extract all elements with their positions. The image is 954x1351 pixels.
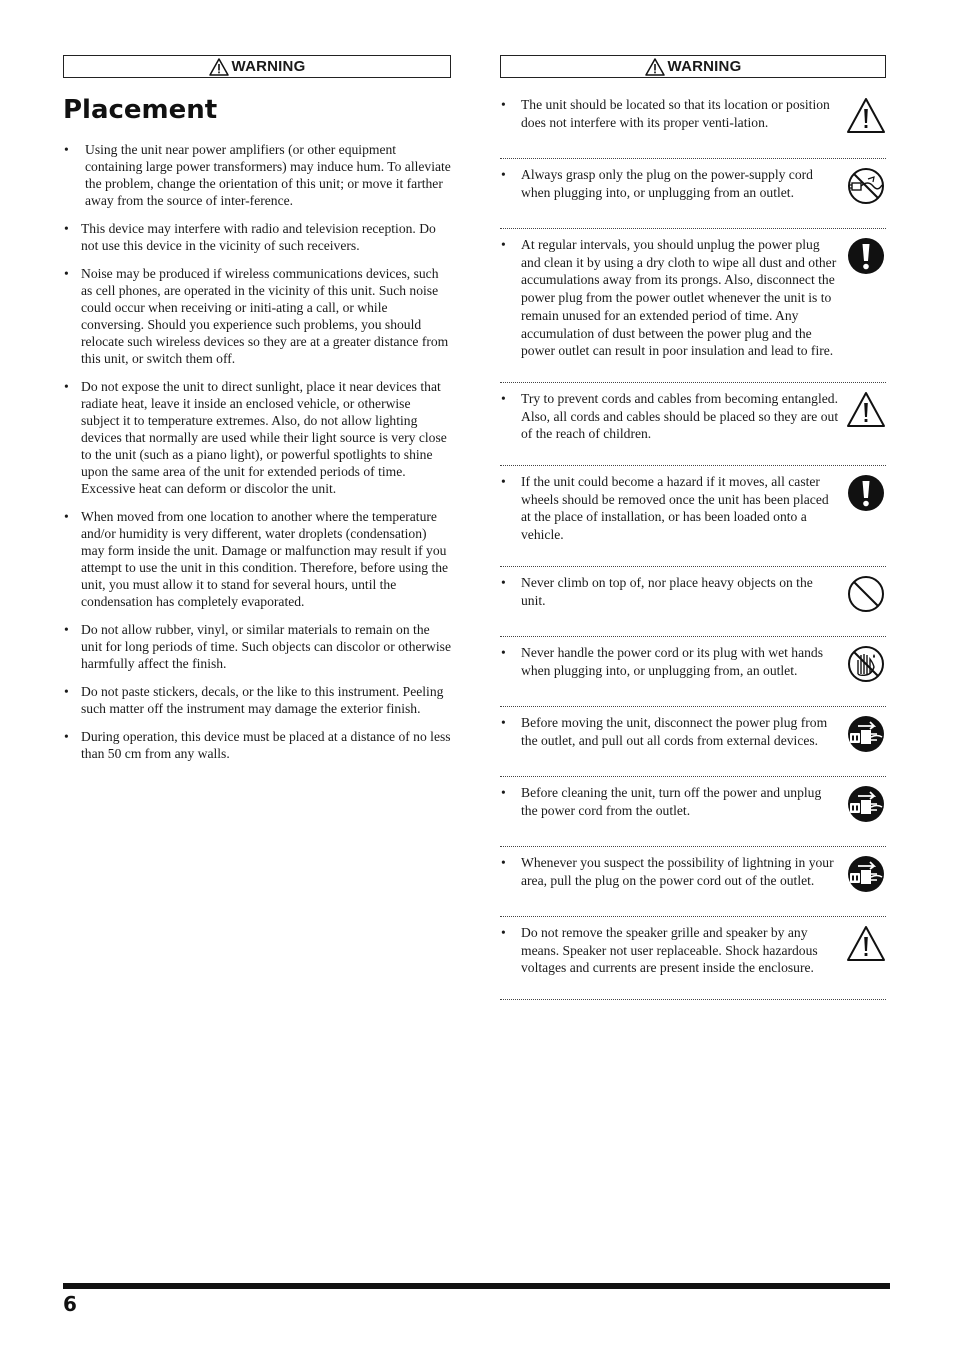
list-item-text: Using the unit near power amplifiers (or other equipment containing large power transformers) may induce hum. To alleviate the problem, change the orientation of this unit; or move it farther away from the source of inter-ference. — [85, 142, 451, 208]
list-item-text: This device may interfere with radio and television reception. Do not use this device in the vicinity of such receivers. — [81, 221, 436, 253]
warning-item: • The unit should be located so that its location or position does not interfere with its proper venti-lation. — [500, 89, 886, 159]
warning-item: • Whenever you suspect the possibility of lightning in your area, pull the plug on the power cord out of the outlet. — [500, 847, 886, 917]
warning-item-text: Whenever you suspect the possibility of lightning in your area, pull the plug on the power cord out of the outlet. — [521, 854, 834, 888]
footer-rule — [63, 1283, 890, 1289]
warning-item: • Before cleaning the unit, turn off the power and unplug the power cord from the outlet. — [500, 777, 886, 847]
unplug-icon — [846, 854, 886, 894]
placement-list — [63, 141, 451, 762]
mandatory-action-icon — [846, 236, 886, 276]
warning-item: • Never climb on top of, nor place heavy objects on the unit. — [500, 567, 886, 637]
list-item: • Using the unit near power amplifiers (or other equipment containing large power transformers) may induce hum. To alleviate the problem, change the orientation of this unit; or move it farther away from the source of inter-ference. — [64, 142, 451, 208]
warning-item: • Try to prevent cords and cables from becoming entangled. Also, all cords and cables should be placed so they are out of the reach of children. — [500, 383, 886, 466]
warning-item: • At regular intervals, you should unplug the power plug and clean it by using a dry cloth to wipe all dust and other accumulations away from its prongs. Also, disconnect the power plug from the power outlet whenever the unit is to remain unused for an extended period of time. Any accumulation of dust between the power plug and the power outlet can result in poor insulation and lead to fire. — [500, 229, 886, 383]
warning-item: • Before moving the unit, disconnect the power plug from the outlet, and pull out all cords from external devices. — [500, 707, 886, 777]
list-item: • During operation, this device must be placed at a distance of no less than 50 cm from any walls. — [64, 729, 451, 761]
mandatory-action-icon — [846, 473, 886, 513]
warning-label: WARNING — [667, 58, 742, 75]
list-item-text: During operation, this device must be placed at a distance of no less than 50 cm from any walls. — [81, 729, 451, 761]
warning-header — [500, 55, 886, 78]
warning-item: • If the unit could become a hazard if it moves, all caster wheels should be removed once the unit has been placed at the place of installation, or has been loaded onto a vehicle. — [500, 466, 886, 567]
list-item-text: Do not paste stickers, decals, or the like to this instrument. Peeling such matter off the instrument may damage the exterior finish. — [81, 684, 444, 716]
warning-item-text: The unit should be located so that its location or position does not interfere with its proper venti-lation. — [521, 97, 830, 130]
caution-triangle-icon — [846, 924, 886, 964]
warning-item-text: Never handle the power cord or its plug with wet hands when plugging into, or unplugging from, an outlet. — [521, 644, 824, 678]
warning-item-text: Do not remove the speaker grille and speaker by any means. Speaker not user replaceable. Shock hazardous voltages and currents are present inside the enclosure. — [521, 924, 818, 976]
warning-list — [500, 89, 886, 1000]
warning-item-text: At regular intervals, you should unplug the power plug and clean it by using a dry cloth to wipe all dust and other accumulations away from its prongs. Also, disconnect the power plug from the power outlet whenever the unit is to remain unused for an extended period of time. Any accumulation of dust between the power plug and the power outlet can result in poor insulation and lead to fire. — [521, 237, 837, 359]
list-item-text: Do not expose the unit to direct sunlight, place it near devices that radiate heat, leave it inside an enclosed vehicle, or otherwise subject it to temperature extremes. Also, do not allow lighting devices that normally are used while their light source is very close to the unit (such as a piano light), or powerful spotlights to shine upon the same area of the unit for extended periods of time. Excessive heat can deform or discolor the unit. — [81, 379, 447, 496]
list-item: • This device may interfere with radio and television reception. Do not use this device in the vicinity of such receivers. — [64, 221, 436, 253]
list-item: • Do not allow rubber, vinyl, or similar materials to remain on the unit for long periods of time. Such objects can discolor or otherwise harmfully affect the finish. — [64, 622, 451, 671]
warning-item: • Always grasp only the plug on the power-supply cord when plugging into, or unplugging from an outlet. — [500, 159, 886, 229]
warning-triangle-icon — [645, 58, 665, 76]
warning-header — [63, 55, 451, 78]
list-item: • Noise may be produced if wireless communications devices, such as cell phones, are operated in the vicinity of this unit. Such noise could occur when receiving or initi-ating a call, or while conversing. Should you experience such problems, you should relocate such wireless devices so they are at a greater distance from this unit, or switch them off. — [64, 266, 449, 366]
list-item: • When moved from one location to another where the temperature and/or humidity is very different, water droplets (condensation) may form inside the unit. Damage or malfunction may result if you attempt to use the unit in this condition. Therefore, before using the unit, you must allow it to stand for several hours, until the condensation has completely evaporated. — [64, 509, 449, 609]
warning-item: • Never handle the power cord or its plug with wet hands when plugging into, or unplugging from, an outlet. — [500, 637, 886, 707]
list-item: • Do not expose the unit to direct sunlight, place it near devices that radiate heat, leave it inside an enclosed vehicle, or otherwise subject it to temperature extremes. Also, do not allow lighting devices that normally are used while their light source is very close to the unit (such as a piano light), or powerful spotlights to shine upon the same area of the unit for extended periods of time. Excessive heat can deform or discolor the unit. — [64, 379, 447, 496]
warning-item-text: Try to prevent cords and cables from becoming entangled. Also, all cords and cables should be placed so they are out of the reach of children. — [521, 390, 839, 442]
list-item-text: Do not allow rubber, vinyl, or similar materials to remain on the unit for long periods of time. Such objects can discolor or otherwise harmfully affect the finish. — [81, 622, 451, 671]
section-title: Placement — [63, 95, 218, 125]
left-column — [63, 55, 451, 773]
warning-label: WARNING — [231, 58, 306, 75]
list-item-text: When moved from one location to another where the temperature and/or humidity is very different, water droplets (condensation) may form inside the unit. Damage or malfunction may result if you attempt to use the unit in this condition. Therefore, before using the unit, you must allow it to stand for several hours, until the condensation has completely evaporated. — [81, 509, 449, 609]
warning-triangle-icon — [209, 58, 229, 76]
list-item: • Do not paste stickers, decals, or the like to this instrument. Peeling such matter off the instrument may damage the exterior finish. — [64, 684, 444, 716]
warning-item-text: Always grasp only the plug on the power-supply cord when plugging into, or unplugging from an outlet. — [521, 167, 813, 200]
list-item-text: Noise may be produced if wireless communications devices, such as cell phones, are operated in the vicinity of this unit. Such noise could occur when receiving or initi-ating a call, or while conversing. Should you experience such problems, you should relocate such wireless devices so they are at a greater distance from this unit, or switch them off. — [81, 266, 449, 366]
caution-triangle-icon — [846, 390, 886, 430]
warning-item-text: Before moving the unit, disconnect the power plug from the outlet, and pull out all cords from external devices. — [521, 714, 828, 748]
warning-item-text: Never climb on top of, nor place heavy objects on the unit. — [521, 574, 813, 608]
prohibited-icon — [846, 574, 886, 614]
warning-item-text: If the unit could become a hazard if it moves, all caster wheels should be removed once the unit has been placed at the place of installation, or has been loaded onto a vehicle. — [521, 474, 829, 543]
no-wet-hands-icon — [846, 644, 886, 684]
right-column — [500, 55, 886, 1000]
unplug-icon — [846, 714, 886, 754]
no-pull-cord-icon — [846, 166, 886, 206]
page-number: 6 — [63, 1292, 77, 1316]
warning-item-text: Before cleaning the unit, turn off the power and unplug the power cord from the outlet. — [521, 784, 822, 818]
warning-item: • Do not remove the speaker grille and speaker by any means. Speaker not user replaceable. Shock hazardous voltages and currents are present inside the enclosure. — [500, 917, 886, 1000]
caution-triangle-icon — [846, 96, 886, 136]
unplug-icon — [846, 784, 886, 824]
